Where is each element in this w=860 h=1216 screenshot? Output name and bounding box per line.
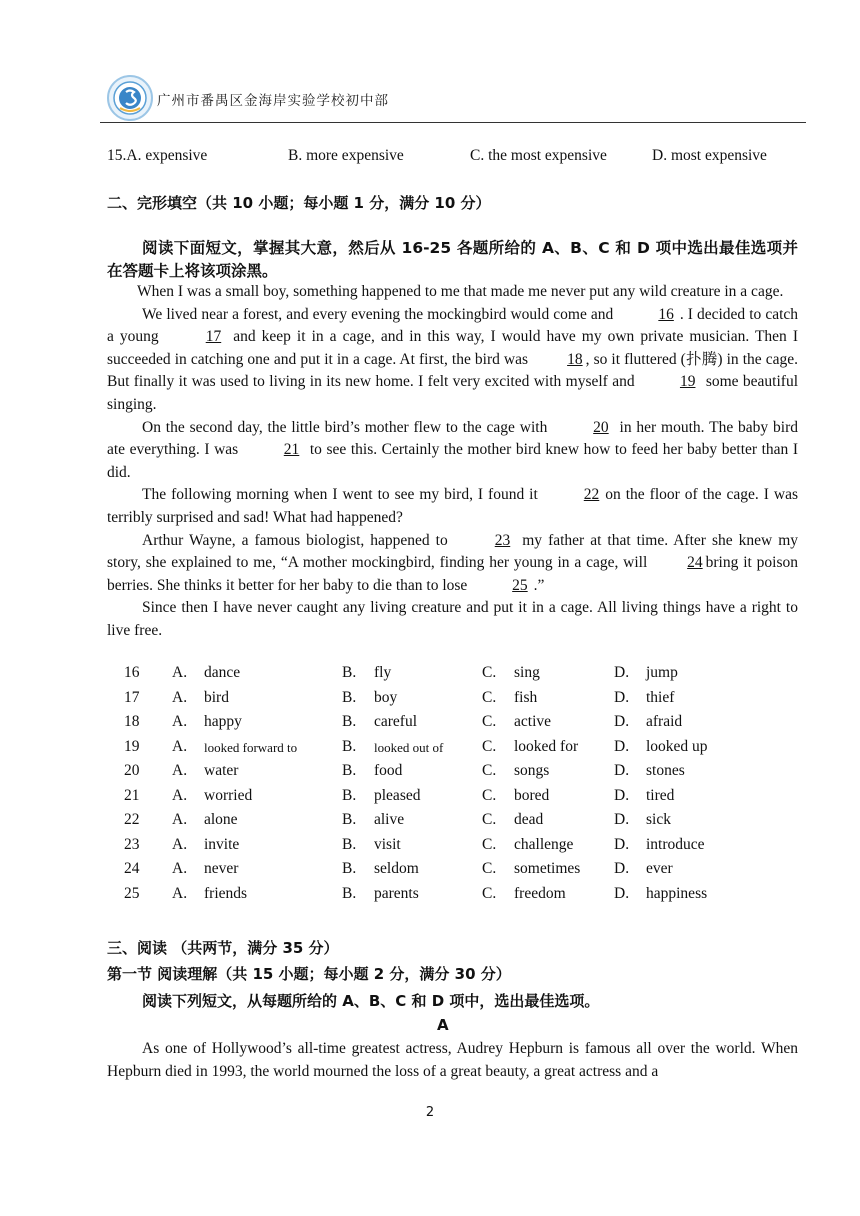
blank-21: 21 [283,441,300,459]
option-d: jump [646,664,678,681]
option-b: parents [374,884,419,902]
option-a: worried [204,786,253,804]
option-b: visit [374,835,401,853]
option-a: invite [204,835,240,853]
blank-18: 18 [567,350,583,368]
option-d: happiness [646,884,708,902]
option-a: friends [204,884,248,902]
option-b: seldom [374,860,419,877]
blank-16: 16 [658,305,674,323]
option-b: alive [374,811,405,828]
option-c: active [514,713,552,730]
option-c: fish [514,688,538,706]
option-d: sick [646,811,671,828]
option-d: ever [646,860,673,877]
option-a: never [204,860,239,877]
passage-p5: Arthur Wayne, a famous biologist, happened to 23 my father at that time. After she knew my story, she explained to me, “A mother mockingbird, finding her young in a cage, will 24 bring it poison berries. She thinks it better for her baby to die than to lose 25 .” [107,530,798,598]
option-number: 19 [124,737,140,755]
option-number: 20 [124,762,140,779]
option-a: water [204,762,239,779]
blank-24: 24 [687,554,703,572]
option-c: bored [514,786,550,804]
blank-22: 22 [583,486,600,504]
passage-p2: We lived near a forest, and every evening the mockingbird would come and 16 . I decided to catch a young 17 and keep it in a cage, and in this way, I would have my own private musician. Then I succeeded in catching one and put it in a cage. At first, the bird was 18 , so it fluttered (扑腾) in the cage. But finally it was used to living in its new home. I felt very excited with myself and 19 some beautiful singing. [107,305,799,413]
q15-option-c: C. the most expensive [470,147,607,164]
blank-23: 23 [494,531,511,549]
option-b: pleased [374,786,421,804]
option-b: fly [374,664,392,681]
option-number: 25 [124,884,140,902]
cloze-passage [107,281,798,643]
school-logo-icon [106,74,154,122]
option-c: looked for [514,737,579,755]
passage-p6: Since then I have never caught any living creature and put it in a cage. All living things have a right to live free. [107,599,798,639]
option-d: afraid [646,713,683,730]
blank-25: 25 [512,576,528,594]
option-number: 16 [124,664,140,681]
section-3-title: 三、阅读 （共两节，满分 35 分） [107,939,339,957]
option-number: 21 [124,786,140,804]
option-b: careful [374,713,418,730]
section-3-part-1-title: 第一节 阅读理解（共 15 小题；每小题 2 分，满分 30 分） [107,965,511,983]
option-c: freedom [514,884,566,902]
passage-label: A [437,1016,449,1034]
option-c: songs [514,762,550,779]
option-c: sing [514,664,540,681]
option-a: happy [204,713,242,730]
option-a: looked forward to [204,739,298,755]
option-c: challenge [514,835,574,853]
option-number: 22 [124,811,140,828]
option-b: looked out of [374,739,444,755]
reading-passage-a: As one of Hollywood’s all-time greatest actress, Audrey Hepburn is famous all over the world. When Hepburn died in 1993, the world mourned the loss of a great beauty, a great actress and a [107,1040,798,1080]
option-number: 18 [124,713,140,730]
school-name: 广州市番禺区金海岸实验学校初中部 [157,93,389,109]
option-number: 23 [124,835,140,853]
passage-p4: The following morning when I went to see my bird, I found it 22 on the floor of the cage. I was terribly surprised and sad! What had happened? [107,486,798,526]
option-a: dance [204,664,241,681]
option-d: introduce [646,835,705,853]
page-header [100,72,806,123]
option-b: food [374,762,403,779]
option-c: sometimes [514,860,581,877]
option-number: 24 [124,860,140,877]
question-15 [107,147,767,165]
option-a: bird [204,688,229,706]
passage-p3: On the second day, the little bird’s mother flew to the cage with 20 in her mouth. The baby bird ate everything. I was 21 to see this. Certainly the mother bird knew how to feed her baby better than I did. [107,418,799,481]
section-3-instruction: 阅读下列短文，从每题所给的 A、B、C 和 D 项中，选出最佳选项。 [142,992,600,1010]
option-d: thief [646,688,675,706]
page-number: 2 [425,1105,435,1120]
blank-19: 19 [679,373,696,391]
q15-option-b: B. more expensive [288,147,404,164]
option-b: boy [374,688,398,706]
option-number: 17 [124,688,140,706]
blank-17: 17 [205,328,222,346]
section-2-title: 二、完形填空（共 10 小题；每小题 1 分，满分 10 分） [107,194,491,212]
option-c: dead [514,811,544,828]
option-d: looked up [646,737,708,755]
q15-option-a: 15.A. expensive [107,147,208,164]
section-2-instruction: 阅读下面短文，掌握其大意，然后从 16-25 各题所给的 A、B、C 和 D 项中选出最佳选项并在答题卡上将该项涂黑。 [107,239,798,280]
q15-option-d: D. most expensive [652,147,767,164]
passage-p1: When I was a small boy, something happened to me that made me never put any wild creature in a cage. [137,283,784,300]
option-d: stones [646,762,685,779]
option-a: alone [204,811,238,828]
blank-20: 20 [593,418,609,436]
option-d: tired [646,786,675,804]
